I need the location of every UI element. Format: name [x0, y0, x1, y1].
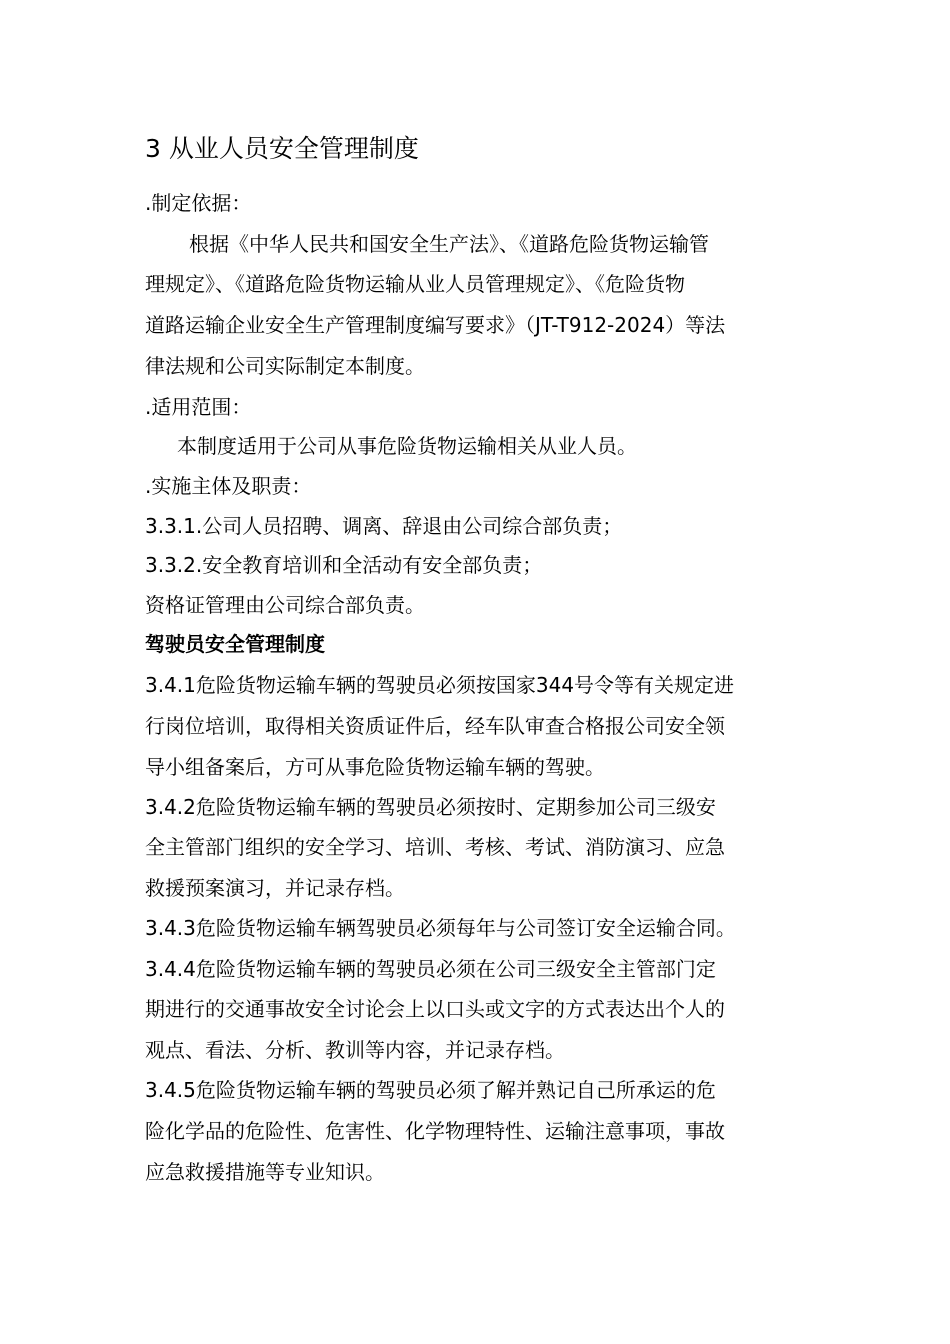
driver-rule-line: 观点、看法、分析、教训等内容，并记录存档。: [145, 1038, 565, 1062]
driver-rule-line: 3.4.5危险货物运输车辆的驾驶员必须了解并熟记自己所承运的危: [145, 1078, 716, 1102]
driver-rule-line: 全主管部门组织的安全学习、培训、考核、考试、消防演习、应急: [145, 835, 725, 859]
responsibility-item: 资格证管理由公司综合部负责。: [145, 593, 425, 617]
driver-rule-line: 行岗位培训，取得相关资质证件后，经车队审查合格报公司安全领: [145, 714, 725, 738]
driver-rule-line: 应急救援措施等专业知识。: [145, 1160, 385, 1184]
basis-label: .制定依据：: [145, 191, 252, 215]
driver-rule-line: 3.4.3危险货物运输车辆驾驶员必须每年与公司签订安全运输合同。: [145, 916, 736, 940]
scope-label: .适用范围：: [145, 395, 252, 419]
driver-rule-line: 期进行的交通事故安全讨论会上以口头或文字的方式表达出个人的: [145, 997, 725, 1021]
basis-paragraph-line: 律法规和公司实际制定本制度。: [145, 354, 425, 378]
driver-rule-line: 救援预案演习，并记录存档。: [145, 876, 405, 900]
responsibility-item: 3.3.2.安全教育培训和全活动有安全部负责；: [145, 553, 543, 577]
driver-section-heading: 驾驶员安全管理制度: [145, 632, 325, 656]
basis-paragraph-line: 根据《中华人民共和国安全生产法》、《道路危险货物运输管: [189, 232, 709, 256]
basis-paragraph-line: 理规定》、《道路危险货物运输从业人员管理规定》、《危险货物: [145, 272, 685, 296]
responsibility-label: .实施主体及职责：: [145, 474, 312, 498]
basis-paragraph-line: 道路运输企业安全生产管理制度编写要求》（JT-T912-2024）等法: [145, 313, 726, 337]
responsibility-item: 3.3.1.公司人员招聘、调离、辞退由公司综合部负责；: [145, 514, 623, 538]
scope-text: 本制度适用于公司从事危险货物运输相关从业人员。: [177, 434, 637, 458]
driver-rule-line: 险化学品的危险性、危害性、化学物理特性、运输注意事项，事故: [145, 1119, 725, 1143]
section-heading: 3 从业人员安全管理制度: [145, 134, 419, 163]
driver-rule-line: 3.4.4危险货物运输车辆的驾驶员必须在公司三级安全主管部门定: [145, 957, 716, 981]
driver-rule-line: 3.4.2危险货物运输车辆的驾驶员必须按时、定期参加公司三级安: [145, 795, 716, 819]
driver-rule-line: 导小组备案后，方可从事危险货物运输车辆的驾驶。: [145, 755, 605, 779]
driver-rule-line: 3.4.1危险货物运输车辆的驾驶员必须按国家344号令等有关规定进: [145, 673, 735, 697]
